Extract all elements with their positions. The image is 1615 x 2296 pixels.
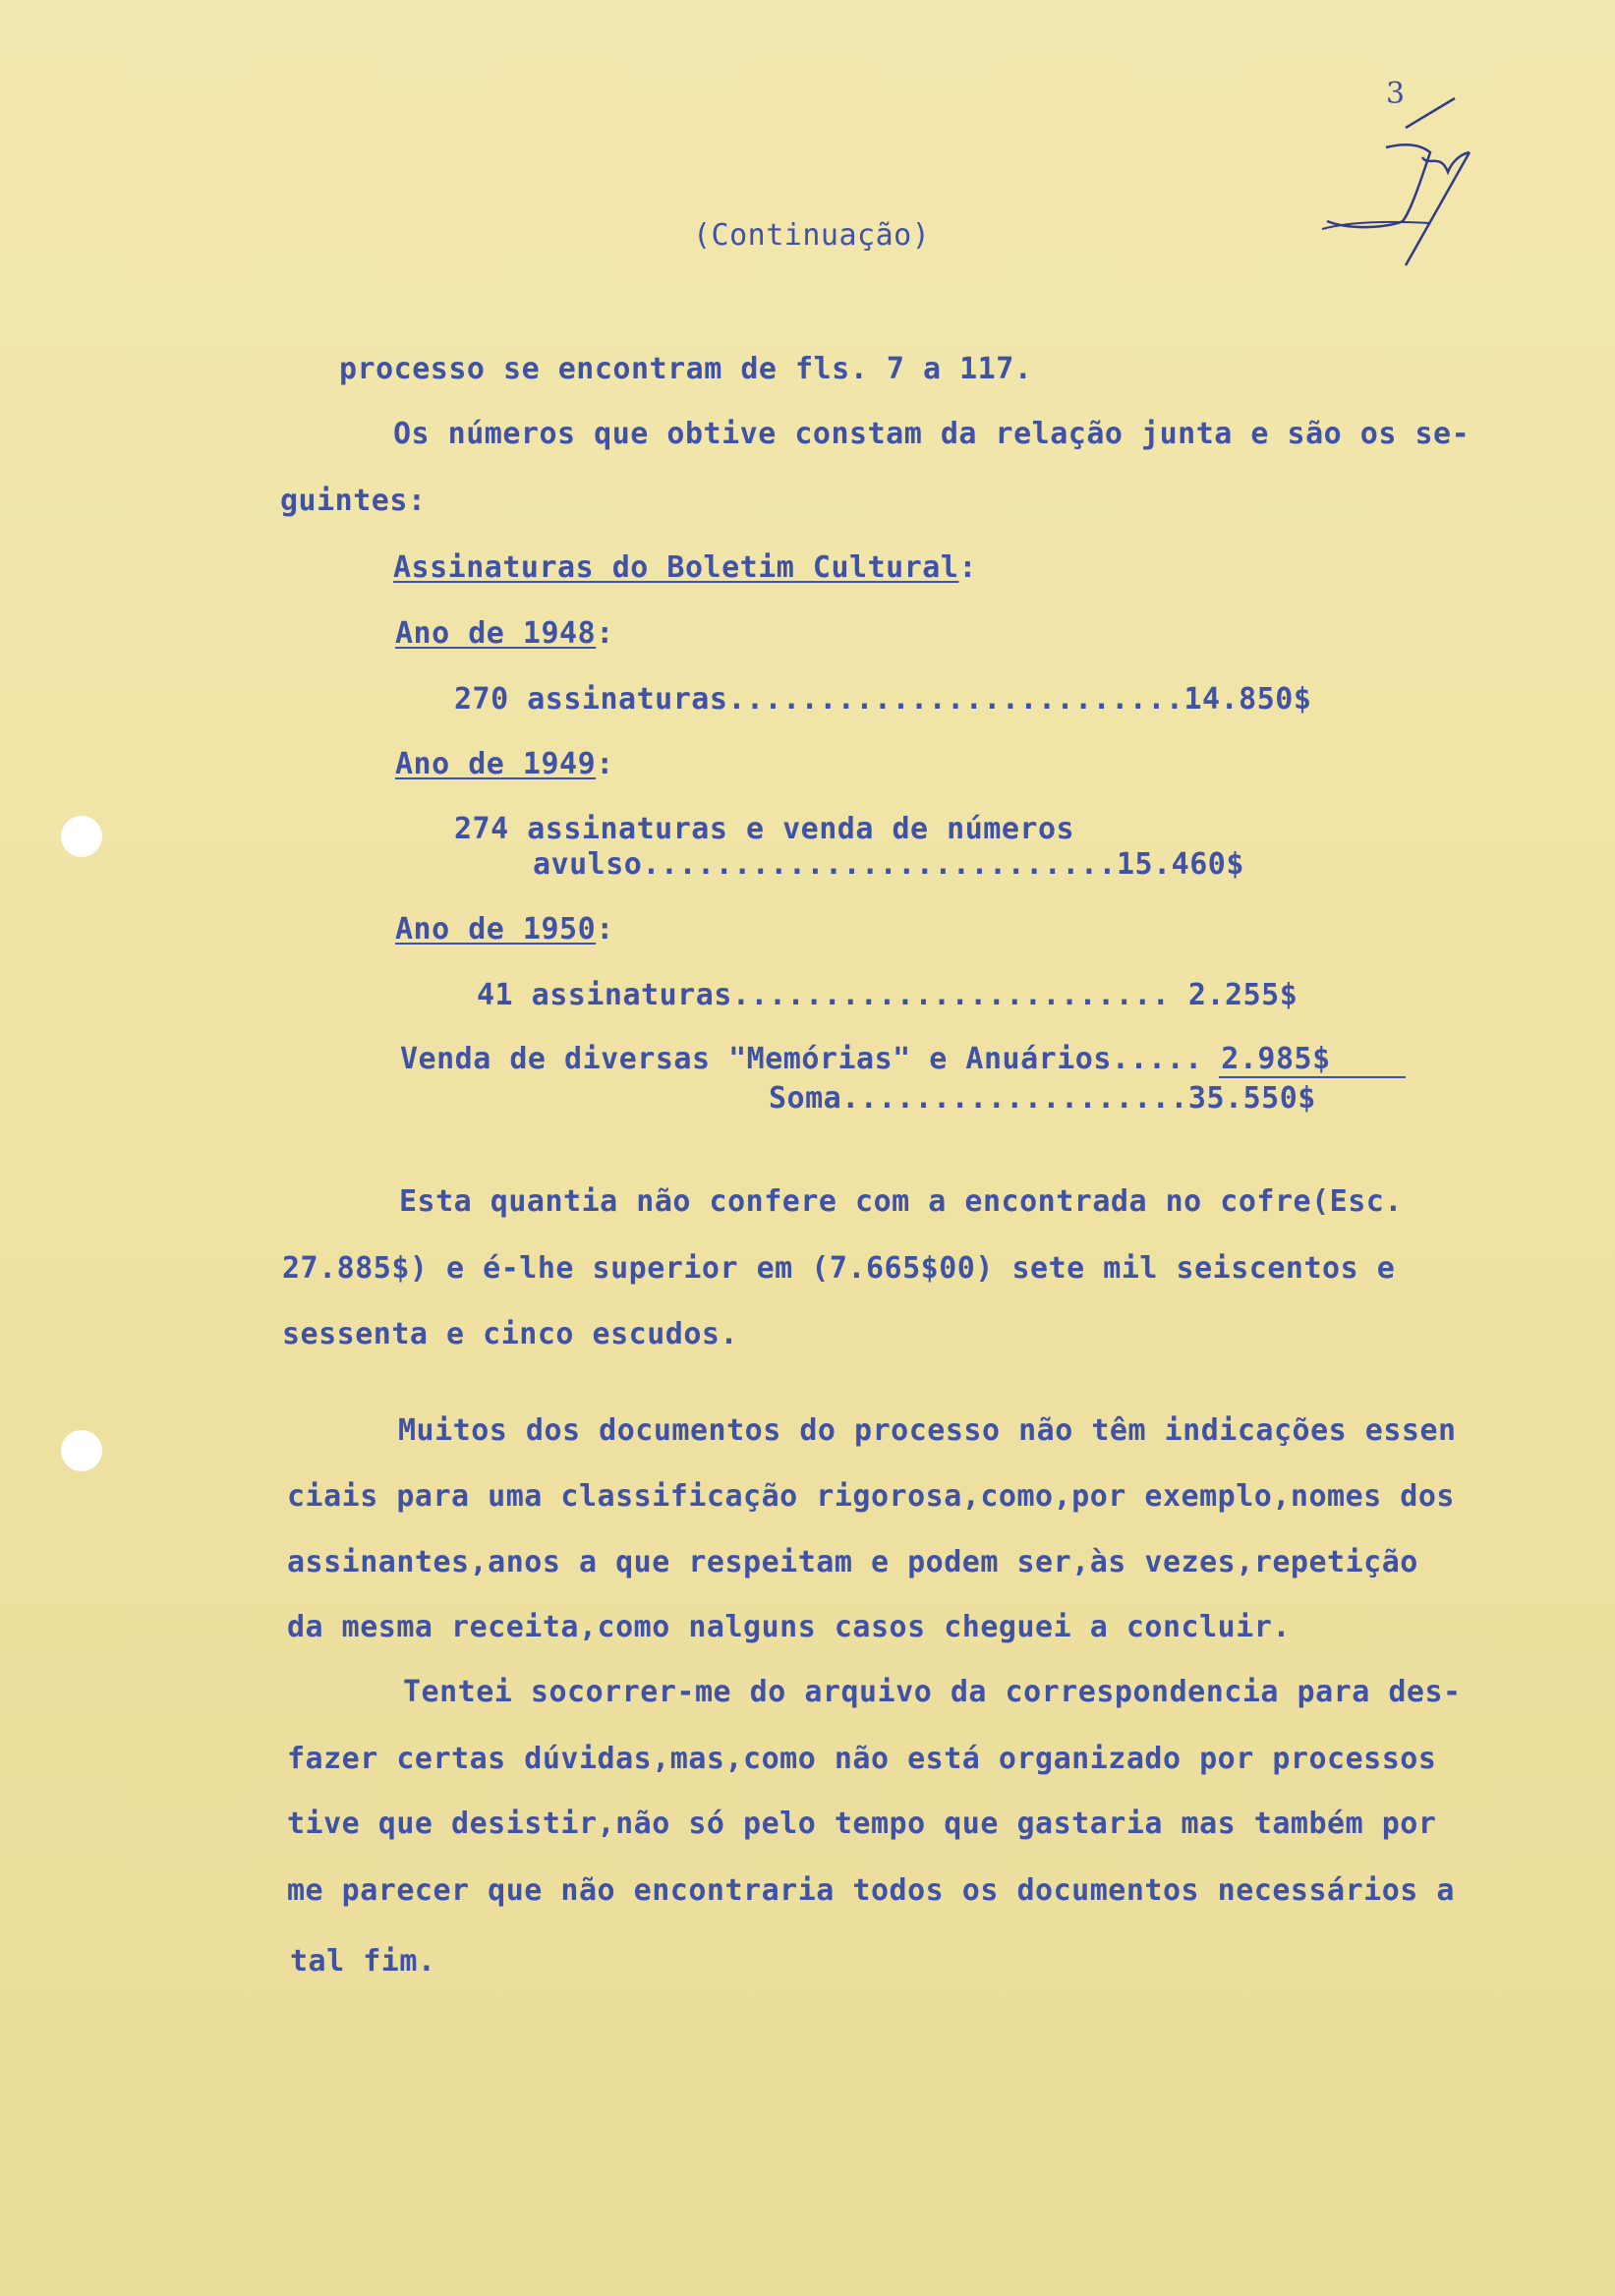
section-title-text: Assinaturas do Boletim Cultural <box>393 550 959 585</box>
para3-line-2: fazer certas dúvidas,mas,como não está organizado por processos <box>287 1742 1437 1776</box>
total-sum: Soma...................35.550$ <box>769 1081 1316 1116</box>
punch-hole-bottom <box>61 1430 102 1471</box>
other-sales: Venda de diversas "Memórias" e Anuários..... 2.985$ <box>400 1042 1331 1076</box>
year-1948-heading: Ano de 1948: <box>395 616 614 651</box>
para2-line-2: ciais para uma classificação rigorosa,como,por exemplo,nomes dos <box>287 1479 1455 1514</box>
para2-line-3: assinantes,anos a que respeitam e podem ser,às vezes,repetição <box>287 1545 1418 1579</box>
para1-line-2: 27.885$) e é-lhe superior em (7.665$00) sete mil seiscentos e <box>282 1251 1396 1286</box>
intro-line-2: Os números que obtive constam da relação junta e são os se- <box>393 417 1471 451</box>
para1-line-3: sessenta e cinco escudos. <box>282 1317 739 1351</box>
year-1950-heading: Ano de 1950: <box>395 912 614 947</box>
intro-line-3: guintes: <box>280 484 427 518</box>
section-title: Assinaturas do Boletim Cultural: <box>393 550 977 585</box>
para3-line-1: Tentei socorrer-me do arquivo da correspondencia para des- <box>403 1675 1462 1709</box>
punch-hole-top <box>61 816 102 857</box>
page-number: 3 <box>1386 77 1406 111</box>
signature-initials <box>1312 74 1479 280</box>
year-1948-label: Ano de 1948 <box>395 616 597 651</box>
para3-line-4: me parecer que não encontraria todos os documentos necessários a <box>287 1873 1455 1908</box>
para2-line-4: da mesma receita,como nalguns casos cheguei a concluir. <box>287 1610 1291 1644</box>
continuation-heading: (Continuação) <box>693 218 931 253</box>
para2-line-1: Muitos dos documentos do processo não têm indicações essen <box>398 1413 1457 1448</box>
para3-line-5: tal fim. <box>290 1944 436 1979</box>
entry-1949-b: avulso..........................15.460$ <box>533 847 1244 882</box>
year-1949-heading: Ano de 1949: <box>395 747 614 781</box>
year-1949-label: Ano de 1949 <box>395 747 597 781</box>
para3-line-3: tive que desistir,não só pelo tempo que gastaria mas também por <box>287 1807 1437 1841</box>
para1-line-1: Esta quantia não confere com a encontrada no cofre(Esc. <box>399 1184 1403 1219</box>
year-1950-label: Ano de 1950 <box>395 912 597 947</box>
entry-1950: 41 assinaturas........................ 2.255$ <box>477 978 1298 1012</box>
intro-line-1: processo se encontram de fls. 7 a 117. <box>339 352 1033 386</box>
entry-1949-a: 274 assinaturas e venda de números <box>454 812 1075 846</box>
entry-1948: 270 assinaturas.........................14.850$ <box>454 682 1312 717</box>
sum-rule <box>1219 1076 1406 1078</box>
